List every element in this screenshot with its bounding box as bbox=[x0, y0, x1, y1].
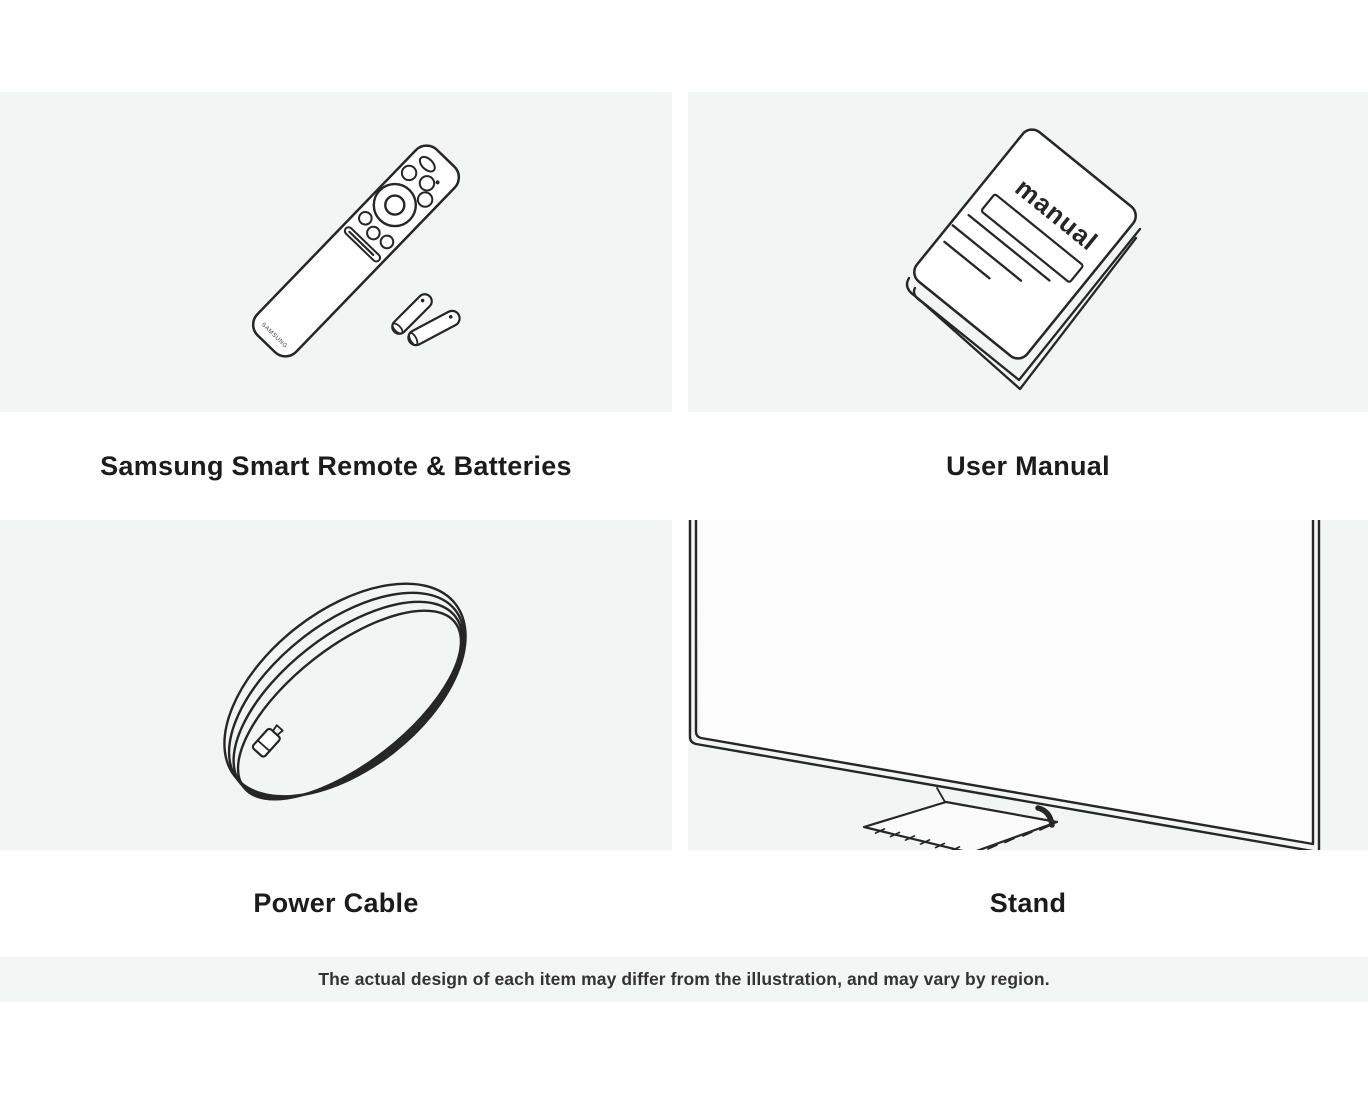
remote-brand-text: SAMSUNG bbox=[259, 321, 289, 350]
manual-book-icon bbox=[907, 125, 1141, 389]
items-grid bbox=[0, 92, 1368, 957]
label-cable bbox=[0, 850, 672, 957]
disclaimer-strip bbox=[0, 957, 1368, 1002]
item-label: Stand bbox=[989, 888, 1067, 918]
label-manual bbox=[688, 412, 1368, 520]
manual-illustration bbox=[688, 92, 1368, 412]
tv-stand-base bbox=[864, 788, 1057, 850]
plug-icon bbox=[252, 723, 286, 758]
item-label: Power Cable bbox=[253, 888, 419, 918]
panel-manual bbox=[688, 92, 1368, 412]
coiled-cable-icon bbox=[186, 542, 504, 839]
remote-illustration bbox=[0, 92, 672, 412]
manual-cover-text: manual bbox=[1009, 172, 1104, 257]
stand-illustration bbox=[688, 520, 1368, 850]
item-label: Samsung Smart Remote & Batteries bbox=[100, 450, 572, 481]
disclaimer-text: The actual design of each item may differ from the illustration, and may vary by region. bbox=[318, 969, 1050, 989]
panel-remote bbox=[0, 92, 672, 412]
cable-illustration bbox=[0, 520, 672, 850]
label-remote bbox=[0, 412, 672, 520]
item-label: User Manual bbox=[946, 450, 1110, 481]
panel-cable bbox=[0, 520, 672, 850]
label-stand bbox=[688, 850, 1368, 957]
tv-screen bbox=[696, 520, 1314, 845]
panel-stand bbox=[688, 520, 1368, 850]
